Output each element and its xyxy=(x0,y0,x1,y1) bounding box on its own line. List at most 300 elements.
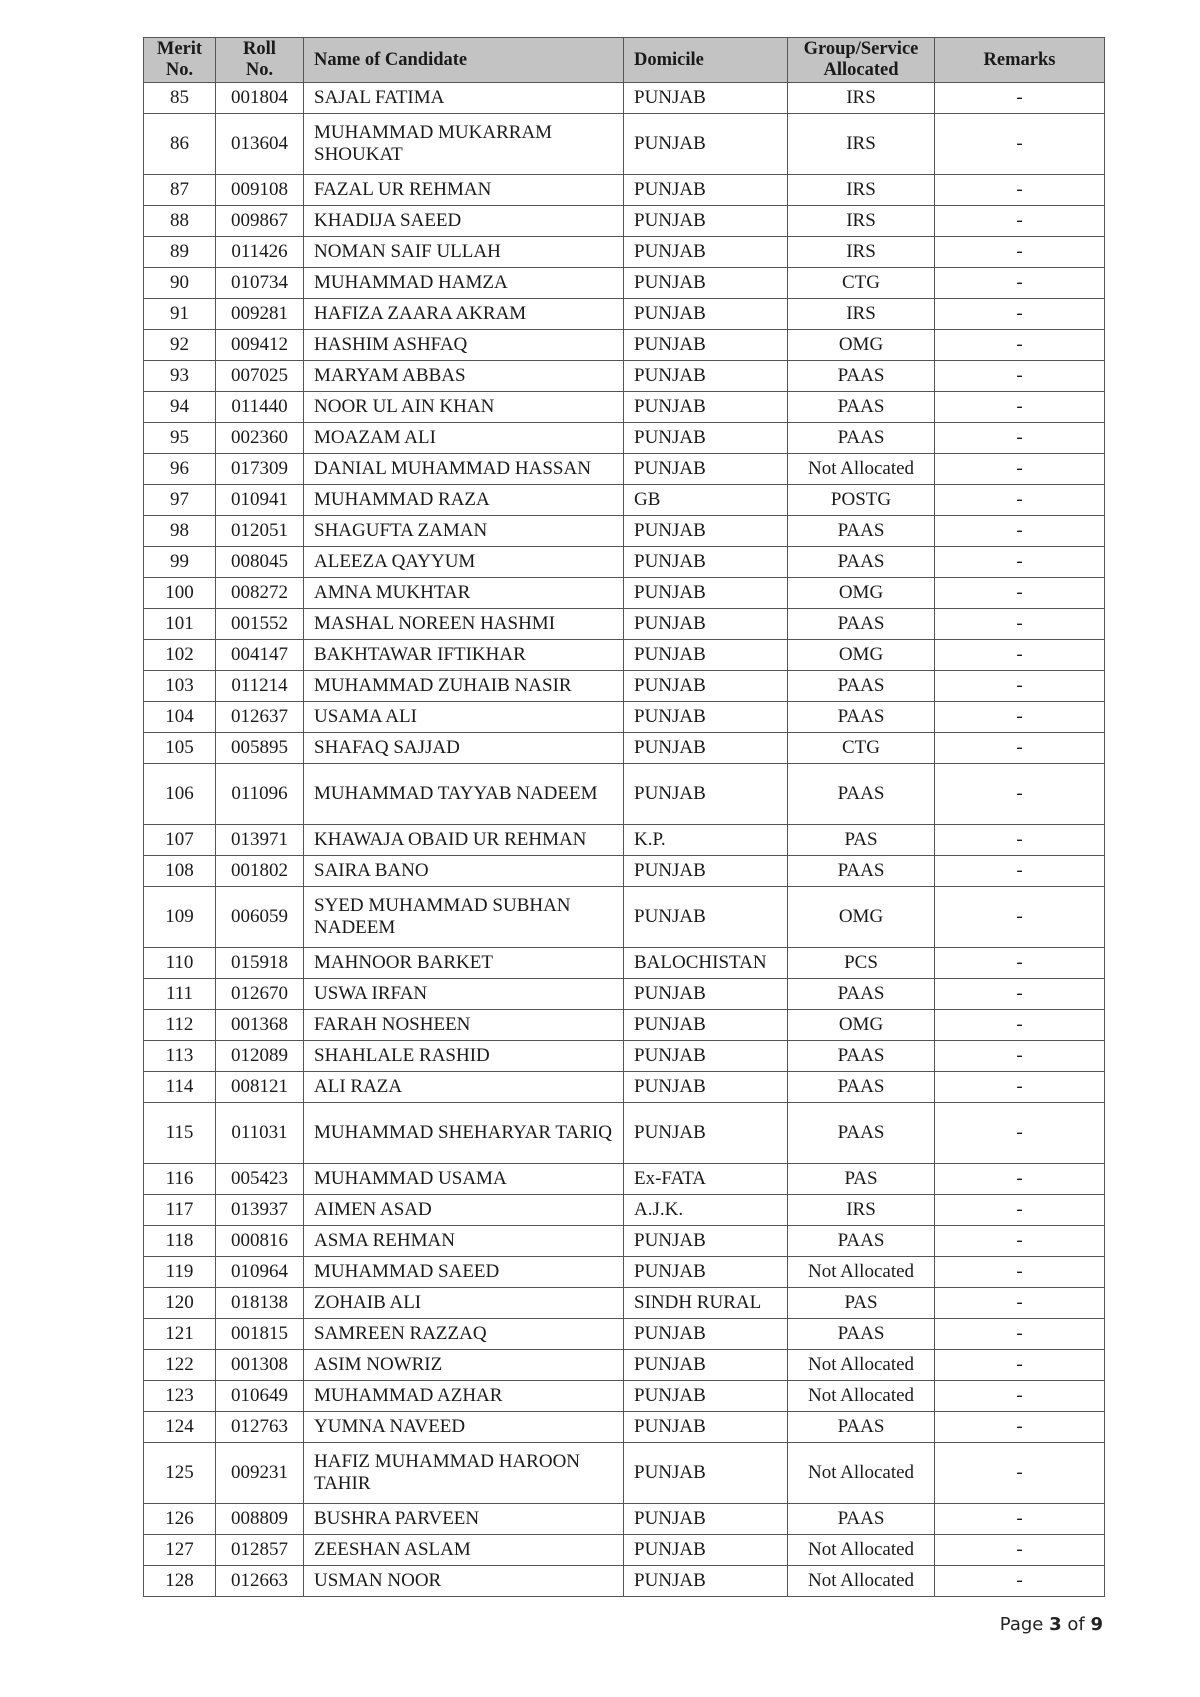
table-row xyxy=(144,547,1105,578)
cell-remarks: - xyxy=(935,1350,1105,1381)
cell-group-allocated: OMG xyxy=(788,578,935,609)
cell-group-allocated: PAAS xyxy=(788,1504,935,1535)
cell-merit-no: 110 xyxy=(144,948,216,979)
cell-group-allocated: PAAS xyxy=(788,1103,935,1164)
cell-remarks: - xyxy=(935,887,1105,948)
cell-roll-no: 008272 xyxy=(216,578,304,609)
cell-group-allocated: PAAS xyxy=(788,856,935,887)
cell-group-allocated: Not Allocated xyxy=(788,1443,935,1504)
cell-domicile: PUNJAB xyxy=(624,423,788,454)
cell-candidate-name: MUHAMMAD TAYYAB NADEEM xyxy=(304,764,624,825)
table-row xyxy=(144,948,1105,979)
merit-list-table xyxy=(143,37,1105,1597)
table-row xyxy=(144,392,1105,423)
header-remarks: Remarks xyxy=(935,38,1105,83)
cell-merit-no: 103 xyxy=(144,671,216,702)
cell-remarks: - xyxy=(935,114,1105,175)
table-row xyxy=(144,1072,1105,1103)
cell-merit-no: 118 xyxy=(144,1226,216,1257)
cell-roll-no: 010941 xyxy=(216,485,304,516)
cell-merit-no: 125 xyxy=(144,1443,216,1504)
cell-candidate-name: SAIRA BANO xyxy=(304,856,624,887)
cell-roll-no: 002360 xyxy=(216,423,304,454)
cell-group-allocated: PCS xyxy=(788,948,935,979)
cell-group-allocated: PAS xyxy=(788,1164,935,1195)
cell-roll-no: 012670 xyxy=(216,979,304,1010)
current-page-number: 3 xyxy=(1049,1614,1062,1635)
cell-roll-no: 001308 xyxy=(216,1350,304,1381)
cell-remarks: - xyxy=(935,423,1105,454)
cell-candidate-name: MUHAMMAD AZHAR xyxy=(304,1381,624,1412)
cell-domicile: PUNJAB xyxy=(624,1443,788,1504)
cell-remarks: - xyxy=(935,485,1105,516)
cell-roll-no: 009281 xyxy=(216,299,304,330)
header-roll-no: Roll No. xyxy=(216,38,304,83)
cell-roll-no: 011031 xyxy=(216,1103,304,1164)
cell-group-allocated: PAAS xyxy=(788,392,935,423)
cell-candidate-name: MASHAL NOREEN HASHMI xyxy=(304,609,624,640)
table-row xyxy=(144,1103,1105,1164)
total-pages-number: 9 xyxy=(1090,1614,1103,1635)
cell-domicile: PUNJAB xyxy=(624,547,788,578)
cell-roll-no: 001802 xyxy=(216,856,304,887)
cell-remarks: - xyxy=(935,392,1105,423)
cell-merit-no: 122 xyxy=(144,1350,216,1381)
cell-group-allocated: PAAS xyxy=(788,1041,935,1072)
cell-domicile: PUNJAB xyxy=(624,702,788,733)
table-row xyxy=(144,640,1105,671)
cell-domicile: PUNJAB xyxy=(624,268,788,299)
cell-roll-no: 005895 xyxy=(216,733,304,764)
cell-candidate-name: AIMEN ASAD xyxy=(304,1195,624,1226)
cell-group-allocated: PAAS xyxy=(788,979,935,1010)
cell-remarks: - xyxy=(935,206,1105,237)
cell-merit-no: 116 xyxy=(144,1164,216,1195)
cell-candidate-name: MUHAMMAD MUKARRAM SHOUKAT xyxy=(304,114,624,175)
table-row xyxy=(144,1164,1105,1195)
cell-remarks: - xyxy=(935,948,1105,979)
table-row xyxy=(144,1443,1105,1504)
cell-merit-no: 93 xyxy=(144,361,216,392)
cell-roll-no: 017309 xyxy=(216,454,304,485)
cell-domicile: PUNJAB xyxy=(624,1504,788,1535)
cell-merit-no: 124 xyxy=(144,1412,216,1443)
cell-remarks: - xyxy=(935,856,1105,887)
cell-candidate-name: FAZAL UR REHMAN xyxy=(304,175,624,206)
cell-roll-no: 001368 xyxy=(216,1010,304,1041)
cell-candidate-name: USMAN NOOR xyxy=(304,1566,624,1597)
cell-domicile: A.J.K. xyxy=(624,1195,788,1226)
cell-domicile: PUNJAB xyxy=(624,237,788,268)
cell-group-allocated: PAAS xyxy=(788,1412,935,1443)
cell-group-allocated: IRS xyxy=(788,237,935,268)
table-row xyxy=(144,1412,1105,1443)
cell-group-allocated: IRS xyxy=(788,83,935,114)
cell-remarks: - xyxy=(935,237,1105,268)
cell-roll-no: 012637 xyxy=(216,702,304,733)
cell-domicile: PUNJAB xyxy=(624,887,788,948)
cell-roll-no: 015918 xyxy=(216,948,304,979)
cell-remarks: - xyxy=(935,1319,1105,1350)
table-row xyxy=(144,825,1105,856)
cell-merit-no: 113 xyxy=(144,1041,216,1072)
cell-merit-no: 88 xyxy=(144,206,216,237)
of-word: of xyxy=(1067,1614,1085,1635)
cell-group-allocated: IRS xyxy=(788,175,935,206)
cell-candidate-name: MOAZAM ALI xyxy=(304,423,624,454)
cell-remarks: - xyxy=(935,825,1105,856)
cell-domicile: PUNJAB xyxy=(624,1010,788,1041)
cell-group-allocated: CTG xyxy=(788,733,935,764)
cell-merit-no: 94 xyxy=(144,392,216,423)
cell-remarks: - xyxy=(935,454,1105,485)
cell-roll-no: 009867 xyxy=(216,206,304,237)
cell-merit-no: 104 xyxy=(144,702,216,733)
cell-candidate-name: HAFIZ MUHAMMAD HAROON TAHIR xyxy=(304,1443,624,1504)
cell-candidate-name: ALI RAZA xyxy=(304,1072,624,1103)
cell-domicile: PUNJAB xyxy=(624,1350,788,1381)
cell-candidate-name: NOOR UL AIN KHAN xyxy=(304,392,624,423)
table-body xyxy=(144,83,1105,1597)
cell-domicile: PUNJAB xyxy=(624,114,788,175)
cell-group-allocated: PAS xyxy=(788,825,935,856)
cell-remarks: - xyxy=(935,1257,1105,1288)
table-row xyxy=(144,299,1105,330)
cell-roll-no: 011440 xyxy=(216,392,304,423)
cell-roll-no: 005423 xyxy=(216,1164,304,1195)
cell-remarks: - xyxy=(935,1041,1105,1072)
cell-group-allocated: POSTG xyxy=(788,485,935,516)
cell-group-allocated: PAAS xyxy=(788,361,935,392)
cell-domicile: PUNJAB xyxy=(624,516,788,547)
cell-remarks: - xyxy=(935,671,1105,702)
cell-candidate-name: YUMNA NAVEED xyxy=(304,1412,624,1443)
cell-merit-no: 90 xyxy=(144,268,216,299)
cell-merit-no: 92 xyxy=(144,330,216,361)
cell-domicile: Ex-FATA xyxy=(624,1164,788,1195)
table-row xyxy=(144,856,1105,887)
table-row xyxy=(144,114,1105,175)
cell-merit-no: 128 xyxy=(144,1566,216,1597)
cell-group-allocated: PAAS xyxy=(788,764,935,825)
table-row xyxy=(144,454,1105,485)
cell-remarks: - xyxy=(935,1566,1105,1597)
table-row xyxy=(144,702,1105,733)
cell-roll-no: 008045 xyxy=(216,547,304,578)
cell-candidate-name: MUHAMMAD USAMA xyxy=(304,1164,624,1195)
table-row xyxy=(144,1535,1105,1566)
cell-candidate-name: ASMA REHMAN xyxy=(304,1226,624,1257)
cell-group-allocated: Not Allocated xyxy=(788,1257,935,1288)
cell-remarks: - xyxy=(935,1381,1105,1412)
cell-candidate-name: ZEESHAN ASLAM xyxy=(304,1535,624,1566)
cell-remarks: - xyxy=(935,1535,1105,1566)
cell-merit-no: 86 xyxy=(144,114,216,175)
cell-candidate-name: SHAGUFTA ZAMAN xyxy=(304,516,624,547)
cell-merit-no: 114 xyxy=(144,1072,216,1103)
cell-remarks: - xyxy=(935,1072,1105,1103)
cell-merit-no: 102 xyxy=(144,640,216,671)
cell-group-allocated: CTG xyxy=(788,268,935,299)
cell-remarks: - xyxy=(935,1443,1105,1504)
cell-domicile: PUNJAB xyxy=(624,1072,788,1103)
cell-roll-no: 012089 xyxy=(216,1041,304,1072)
cell-remarks: - xyxy=(935,268,1105,299)
cell-domicile: PUNJAB xyxy=(624,609,788,640)
cell-roll-no: 001815 xyxy=(216,1319,304,1350)
cell-candidate-name: MARYAM ABBAS xyxy=(304,361,624,392)
cell-domicile: PUNJAB xyxy=(624,578,788,609)
cell-remarks: - xyxy=(935,1288,1105,1319)
cell-roll-no: 012763 xyxy=(216,1412,304,1443)
table-row xyxy=(144,206,1105,237)
cell-domicile: PUNJAB xyxy=(624,1535,788,1566)
cell-group-allocated: PAAS xyxy=(788,1319,935,1350)
table-row xyxy=(144,83,1105,114)
cell-remarks: - xyxy=(935,83,1105,114)
table-row xyxy=(144,1566,1105,1597)
cell-candidate-name: MUHAMMAD RAZA xyxy=(304,485,624,516)
cell-merit-no: 105 xyxy=(144,733,216,764)
cell-candidate-name: HAFIZA ZAARA AKRAM xyxy=(304,299,624,330)
cell-roll-no: 000816 xyxy=(216,1226,304,1257)
cell-candidate-name: MUHAMMAD HAMZA xyxy=(304,268,624,299)
cell-group-allocated: Not Allocated xyxy=(788,1350,935,1381)
cell-merit-no: 117 xyxy=(144,1195,216,1226)
cell-group-allocated: PAAS xyxy=(788,702,935,733)
table-row xyxy=(144,237,1105,268)
cell-roll-no: 013937 xyxy=(216,1195,304,1226)
cell-domicile: PUNJAB xyxy=(624,175,788,206)
header-row xyxy=(144,38,1105,83)
cell-candidate-name: BUSHRA PARVEEN xyxy=(304,1504,624,1535)
cell-merit-no: 100 xyxy=(144,578,216,609)
cell-group-allocated: Not Allocated xyxy=(788,454,935,485)
table-row xyxy=(144,361,1105,392)
cell-domicile: GB xyxy=(624,485,788,516)
cell-roll-no: 008809 xyxy=(216,1504,304,1535)
cell-remarks: - xyxy=(935,1504,1105,1535)
cell-domicile: K.P. xyxy=(624,825,788,856)
cell-group-allocated: PAAS xyxy=(788,671,935,702)
cell-domicile: PUNJAB xyxy=(624,979,788,1010)
cell-remarks: - xyxy=(935,516,1105,547)
table-row xyxy=(144,175,1105,206)
cell-roll-no: 001804 xyxy=(216,83,304,114)
table-row xyxy=(144,979,1105,1010)
table-row xyxy=(144,485,1105,516)
page-number-footer xyxy=(1000,1614,1103,1635)
cell-merit-no: 108 xyxy=(144,856,216,887)
cell-domicile: PUNJAB xyxy=(624,1412,788,1443)
cell-remarks: - xyxy=(935,330,1105,361)
cell-remarks: - xyxy=(935,979,1105,1010)
cell-roll-no: 001552 xyxy=(216,609,304,640)
cell-domicile: PUNJAB xyxy=(624,454,788,485)
cell-roll-no: 018138 xyxy=(216,1288,304,1319)
cell-candidate-name: NOMAN SAIF ULLAH xyxy=(304,237,624,268)
cell-remarks: - xyxy=(935,361,1105,392)
cell-remarks: - xyxy=(935,299,1105,330)
header-name-of-candidate: Name of Candidate xyxy=(304,38,624,83)
cell-merit-no: 112 xyxy=(144,1010,216,1041)
cell-domicile: PUNJAB xyxy=(624,856,788,887)
cell-group-allocated: OMG xyxy=(788,640,935,671)
cell-merit-no: 126 xyxy=(144,1504,216,1535)
cell-remarks: - xyxy=(935,1010,1105,1041)
cell-roll-no: 004147 xyxy=(216,640,304,671)
cell-group-allocated: PAAS xyxy=(788,1226,935,1257)
table-row xyxy=(144,671,1105,702)
cell-domicile: PUNJAB xyxy=(624,671,788,702)
cell-group-allocated: IRS xyxy=(788,114,935,175)
cell-domicile: PUNJAB xyxy=(624,299,788,330)
cell-remarks: - xyxy=(935,1103,1105,1164)
cell-candidate-name: ALEEZA QAYYUM xyxy=(304,547,624,578)
cell-candidate-name: AMNA MUKHTAR xyxy=(304,578,624,609)
table-row xyxy=(144,330,1105,361)
cell-candidate-name: BAKHTAWAR IFTIKHAR xyxy=(304,640,624,671)
cell-remarks: - xyxy=(935,578,1105,609)
cell-group-allocated: IRS xyxy=(788,206,935,237)
cell-roll-no: 013971 xyxy=(216,825,304,856)
table-row xyxy=(144,1288,1105,1319)
table-row xyxy=(144,1010,1105,1041)
cell-domicile: PUNJAB xyxy=(624,392,788,423)
cell-domicile: PUNJAB xyxy=(624,1319,788,1350)
cell-roll-no: 009108 xyxy=(216,175,304,206)
header-domicile: Domicile xyxy=(624,38,788,83)
cell-roll-no: 012051 xyxy=(216,516,304,547)
cell-remarks: - xyxy=(935,733,1105,764)
cell-candidate-name: MUHAMMAD SHEHARYAR TARIQ xyxy=(304,1103,624,1164)
cell-roll-no: 012663 xyxy=(216,1566,304,1597)
cell-candidate-name: SHAHLALE RASHID xyxy=(304,1041,624,1072)
cell-remarks: - xyxy=(935,764,1105,825)
cell-domicile: PUNJAB xyxy=(624,1103,788,1164)
cell-roll-no: 013604 xyxy=(216,114,304,175)
cell-candidate-name: KHADIJA SAEED xyxy=(304,206,624,237)
cell-candidate-name: USWA IRFAN xyxy=(304,979,624,1010)
cell-merit-no: 127 xyxy=(144,1535,216,1566)
cell-roll-no: 011096 xyxy=(216,764,304,825)
cell-group-allocated: OMG xyxy=(788,887,935,948)
cell-remarks: - xyxy=(935,547,1105,578)
cell-candidate-name: MAHNOOR BARKET xyxy=(304,948,624,979)
cell-candidate-name: SHAFAQ SAJJAD xyxy=(304,733,624,764)
cell-roll-no: 007025 xyxy=(216,361,304,392)
table-header xyxy=(144,38,1105,83)
cell-candidate-name: ZOHAIB ALI xyxy=(304,1288,624,1319)
cell-candidate-name: USAMA ALI xyxy=(304,702,624,733)
cell-domicile: PUNJAB xyxy=(624,83,788,114)
cell-remarks: - xyxy=(935,175,1105,206)
cell-merit-no: 96 xyxy=(144,454,216,485)
cell-remarks: - xyxy=(935,1226,1105,1257)
cell-merit-no: 101 xyxy=(144,609,216,640)
cell-group-allocated: Not Allocated xyxy=(788,1381,935,1412)
cell-merit-no: 98 xyxy=(144,516,216,547)
cell-candidate-name: HASHIM ASHFAQ xyxy=(304,330,624,361)
cell-group-allocated: PAS xyxy=(788,1288,935,1319)
cell-group-allocated: PAAS xyxy=(788,547,935,578)
cell-roll-no: 011426 xyxy=(216,237,304,268)
cell-merit-no: 123 xyxy=(144,1381,216,1412)
table-row xyxy=(144,1195,1105,1226)
cell-domicile: PUNJAB xyxy=(624,1566,788,1597)
header-group-service-allocated: Group/Service Allocated xyxy=(788,38,935,83)
table-row xyxy=(144,268,1105,299)
cell-merit-no: 99 xyxy=(144,547,216,578)
cell-domicile: SINDH RURAL xyxy=(624,1288,788,1319)
cell-roll-no: 011214 xyxy=(216,671,304,702)
cell-domicile: PUNJAB xyxy=(624,1381,788,1412)
cell-domicile: PUNJAB xyxy=(624,1041,788,1072)
cell-group-allocated: IRS xyxy=(788,1195,935,1226)
cell-domicile: PUNJAB xyxy=(624,1257,788,1288)
cell-merit-no: 121 xyxy=(144,1319,216,1350)
cell-merit-no: 97 xyxy=(144,485,216,516)
cell-merit-no: 106 xyxy=(144,764,216,825)
table-row xyxy=(144,1504,1105,1535)
cell-candidate-name: DANIAL MUHAMMAD HASSAN xyxy=(304,454,624,485)
cell-group-allocated: OMG xyxy=(788,330,935,361)
cell-candidate-name: MUHAMMAD ZUHAIB NASIR xyxy=(304,671,624,702)
cell-remarks: - xyxy=(935,609,1105,640)
cell-candidate-name: SAJAL FATIMA xyxy=(304,83,624,114)
cell-merit-no: 85 xyxy=(144,83,216,114)
cell-remarks: - xyxy=(935,702,1105,733)
cell-roll-no: 010649 xyxy=(216,1381,304,1412)
cell-group-allocated: PAAS xyxy=(788,1072,935,1103)
cell-remarks: - xyxy=(935,1195,1105,1226)
cell-remarks: - xyxy=(935,1412,1105,1443)
cell-candidate-name: SAMREEN RAZZAQ xyxy=(304,1319,624,1350)
cell-roll-no: 009412 xyxy=(216,330,304,361)
table-row xyxy=(144,578,1105,609)
table-row xyxy=(144,609,1105,640)
cell-roll-no: 010734 xyxy=(216,268,304,299)
cell-merit-no: 107 xyxy=(144,825,216,856)
cell-group-allocated: PAAS xyxy=(788,609,935,640)
cell-merit-no: 87 xyxy=(144,175,216,206)
cell-domicile: PUNJAB xyxy=(624,330,788,361)
cell-roll-no: 008121 xyxy=(216,1072,304,1103)
table-row xyxy=(144,1381,1105,1412)
cell-roll-no: 006059 xyxy=(216,887,304,948)
cell-group-allocated: Not Allocated xyxy=(788,1566,935,1597)
cell-domicile: PUNJAB xyxy=(624,206,788,237)
cell-domicile: PUNJAB xyxy=(624,764,788,825)
cell-roll-no: 012857 xyxy=(216,1535,304,1566)
table-row xyxy=(144,516,1105,547)
table-row xyxy=(144,1257,1105,1288)
cell-merit-no: 91 xyxy=(144,299,216,330)
cell-group-allocated: Not Allocated xyxy=(788,1535,935,1566)
cell-merit-no: 120 xyxy=(144,1288,216,1319)
table-row xyxy=(144,733,1105,764)
cell-group-allocated: PAAS xyxy=(788,423,935,454)
cell-merit-no: 109 xyxy=(144,887,216,948)
cell-roll-no: 009231 xyxy=(216,1443,304,1504)
cell-merit-no: 89 xyxy=(144,237,216,268)
cell-candidate-name: FARAH NOSHEEN xyxy=(304,1010,624,1041)
cell-domicile: PUNJAB xyxy=(624,1226,788,1257)
cell-remarks: - xyxy=(935,640,1105,671)
table-row xyxy=(144,423,1105,454)
cell-remarks: - xyxy=(935,1164,1105,1195)
cell-candidate-name: MUHAMMAD SAEED xyxy=(304,1257,624,1288)
